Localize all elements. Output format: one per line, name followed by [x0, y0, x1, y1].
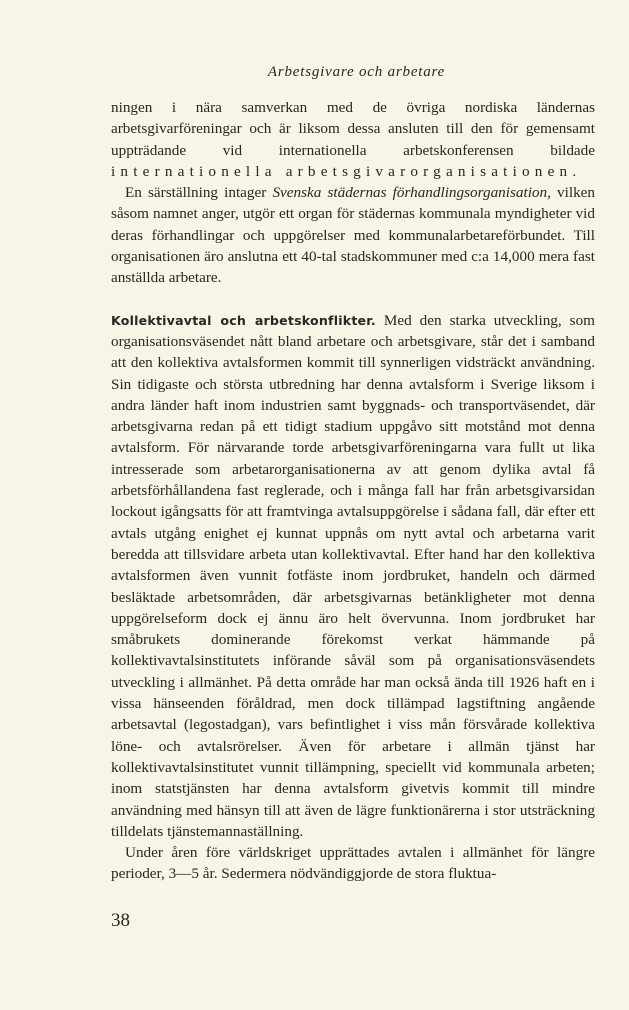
running-title: Arbetsgivare och arbetare [267, 64, 446, 80]
section-heading: Kollektivavtal och arbetskonflikter. [111, 312, 376, 328]
paragraph-3-text: Med den starka utveckling, som organisationsväsendet nått bland arbetare och arbetsgivare, står det i samband att den kollektiva avtalsformen kommit till synnerligen vidsträckt användning. Sin tidigaste och största utbredning har denna avtalsform i Sverige liksom i andra länder haft inom industrien samt byggnads- och transportväsendet, där arbetsgivarna redan på ett tidigt stadium uppgåvo sitt motstånd mot denna avtalsform. För närvarande torde arbetsgivarföreningarna vara fullt ut lika intresserade som arbetarorganisationerna av att genom dylika avtal få arbetsförhållandena fast reglerade, och i många fall har från arbetsgivarsidan lockout igångsatts för att framtvinga avtalsuppgörelse i sådana fall, där efter ett avtals utgång enighet ej kunnat uppnås om nytt avtal och arbetarna varit beredda att tillsvidare arbeta utan kollektivavtal. Efter hand har den kollektiva avtalsformen även vunnit fotfäste inom jordbruket, handeln och därmed besläktade arbetsområden, där arbetsgivarnas betänkligheter mot denna uppgörelseform dock ej ännu äro helt övervunna. Inom jordbruket har småbrukets dominerande förekomst verkat hämmande på kollektivavtalsinstitutets införande såväl som på organisationsväsendets utveckling i allmänhet. På detta område har man också ända till 1926 haft en i vissa hänseenden föråldrad, men dock tillämpad lagstiftning angående arbetsavtal (legostadgan), vars befintlighet i viss mån försvårade kollektiva löne- och avtalsrörelser. Även för arbetare i allmän tjänst har kollektivavtalsinstitutet vunnit tillämpning, speciellt vid kommunala arbeten; inom statstjänsten har denna avtalsform givetvis kommit till mindre användning med hänsyn till att även de lägre funktionärerna i stor utsträckning tilldelats tjänstemannaställning. [111, 311, 595, 840]
organisation-title: Svenska städernas förhandlingsorganisation [272, 184, 548, 202]
spaced-term: internationella arbetsgivarorganisationen [111, 162, 573, 180]
paragraph-1-text-b: . [572, 162, 577, 180]
paragraph-collective-agreements [111, 310, 595, 842]
paragraph-organisations-intro [111, 97, 595, 182]
paragraph-2-text-a: En särställning intager [125, 184, 273, 202]
paragraph-2-text-b: , vilken såsom namnet anger, utgör ett organ för städernas kommunala myndigheter vid deras förhandlingar och uppgörelser med kommunalarbetareförbundet. Till organisationen äro anslutna ett 40-tal stadskommuner med c:a 14,000 mera fast anställda arbetare. [111, 184, 595, 287]
paragraph-4-text: Under åren före världskriget upprättades avtalen i allmänhet för längre perioder, 3—5 år. Sedermera nödvändiggjorde de stora fluktua- [111, 844, 595, 883]
paragraph-1-text-a: ningen i nära samverkan med de övriga nordiska ländernas arbetsgivarföreningar och är liksom dessa ansluten till den för gemensamt uppträdande vid internationella arbetskonferensen bildade [111, 99, 595, 159]
paragraph-before-world-war [111, 842, 595, 885]
page-number: 38 [111, 910, 130, 931]
body-text [111, 97, 595, 885]
paragraph-city-organisation [111, 182, 595, 288]
